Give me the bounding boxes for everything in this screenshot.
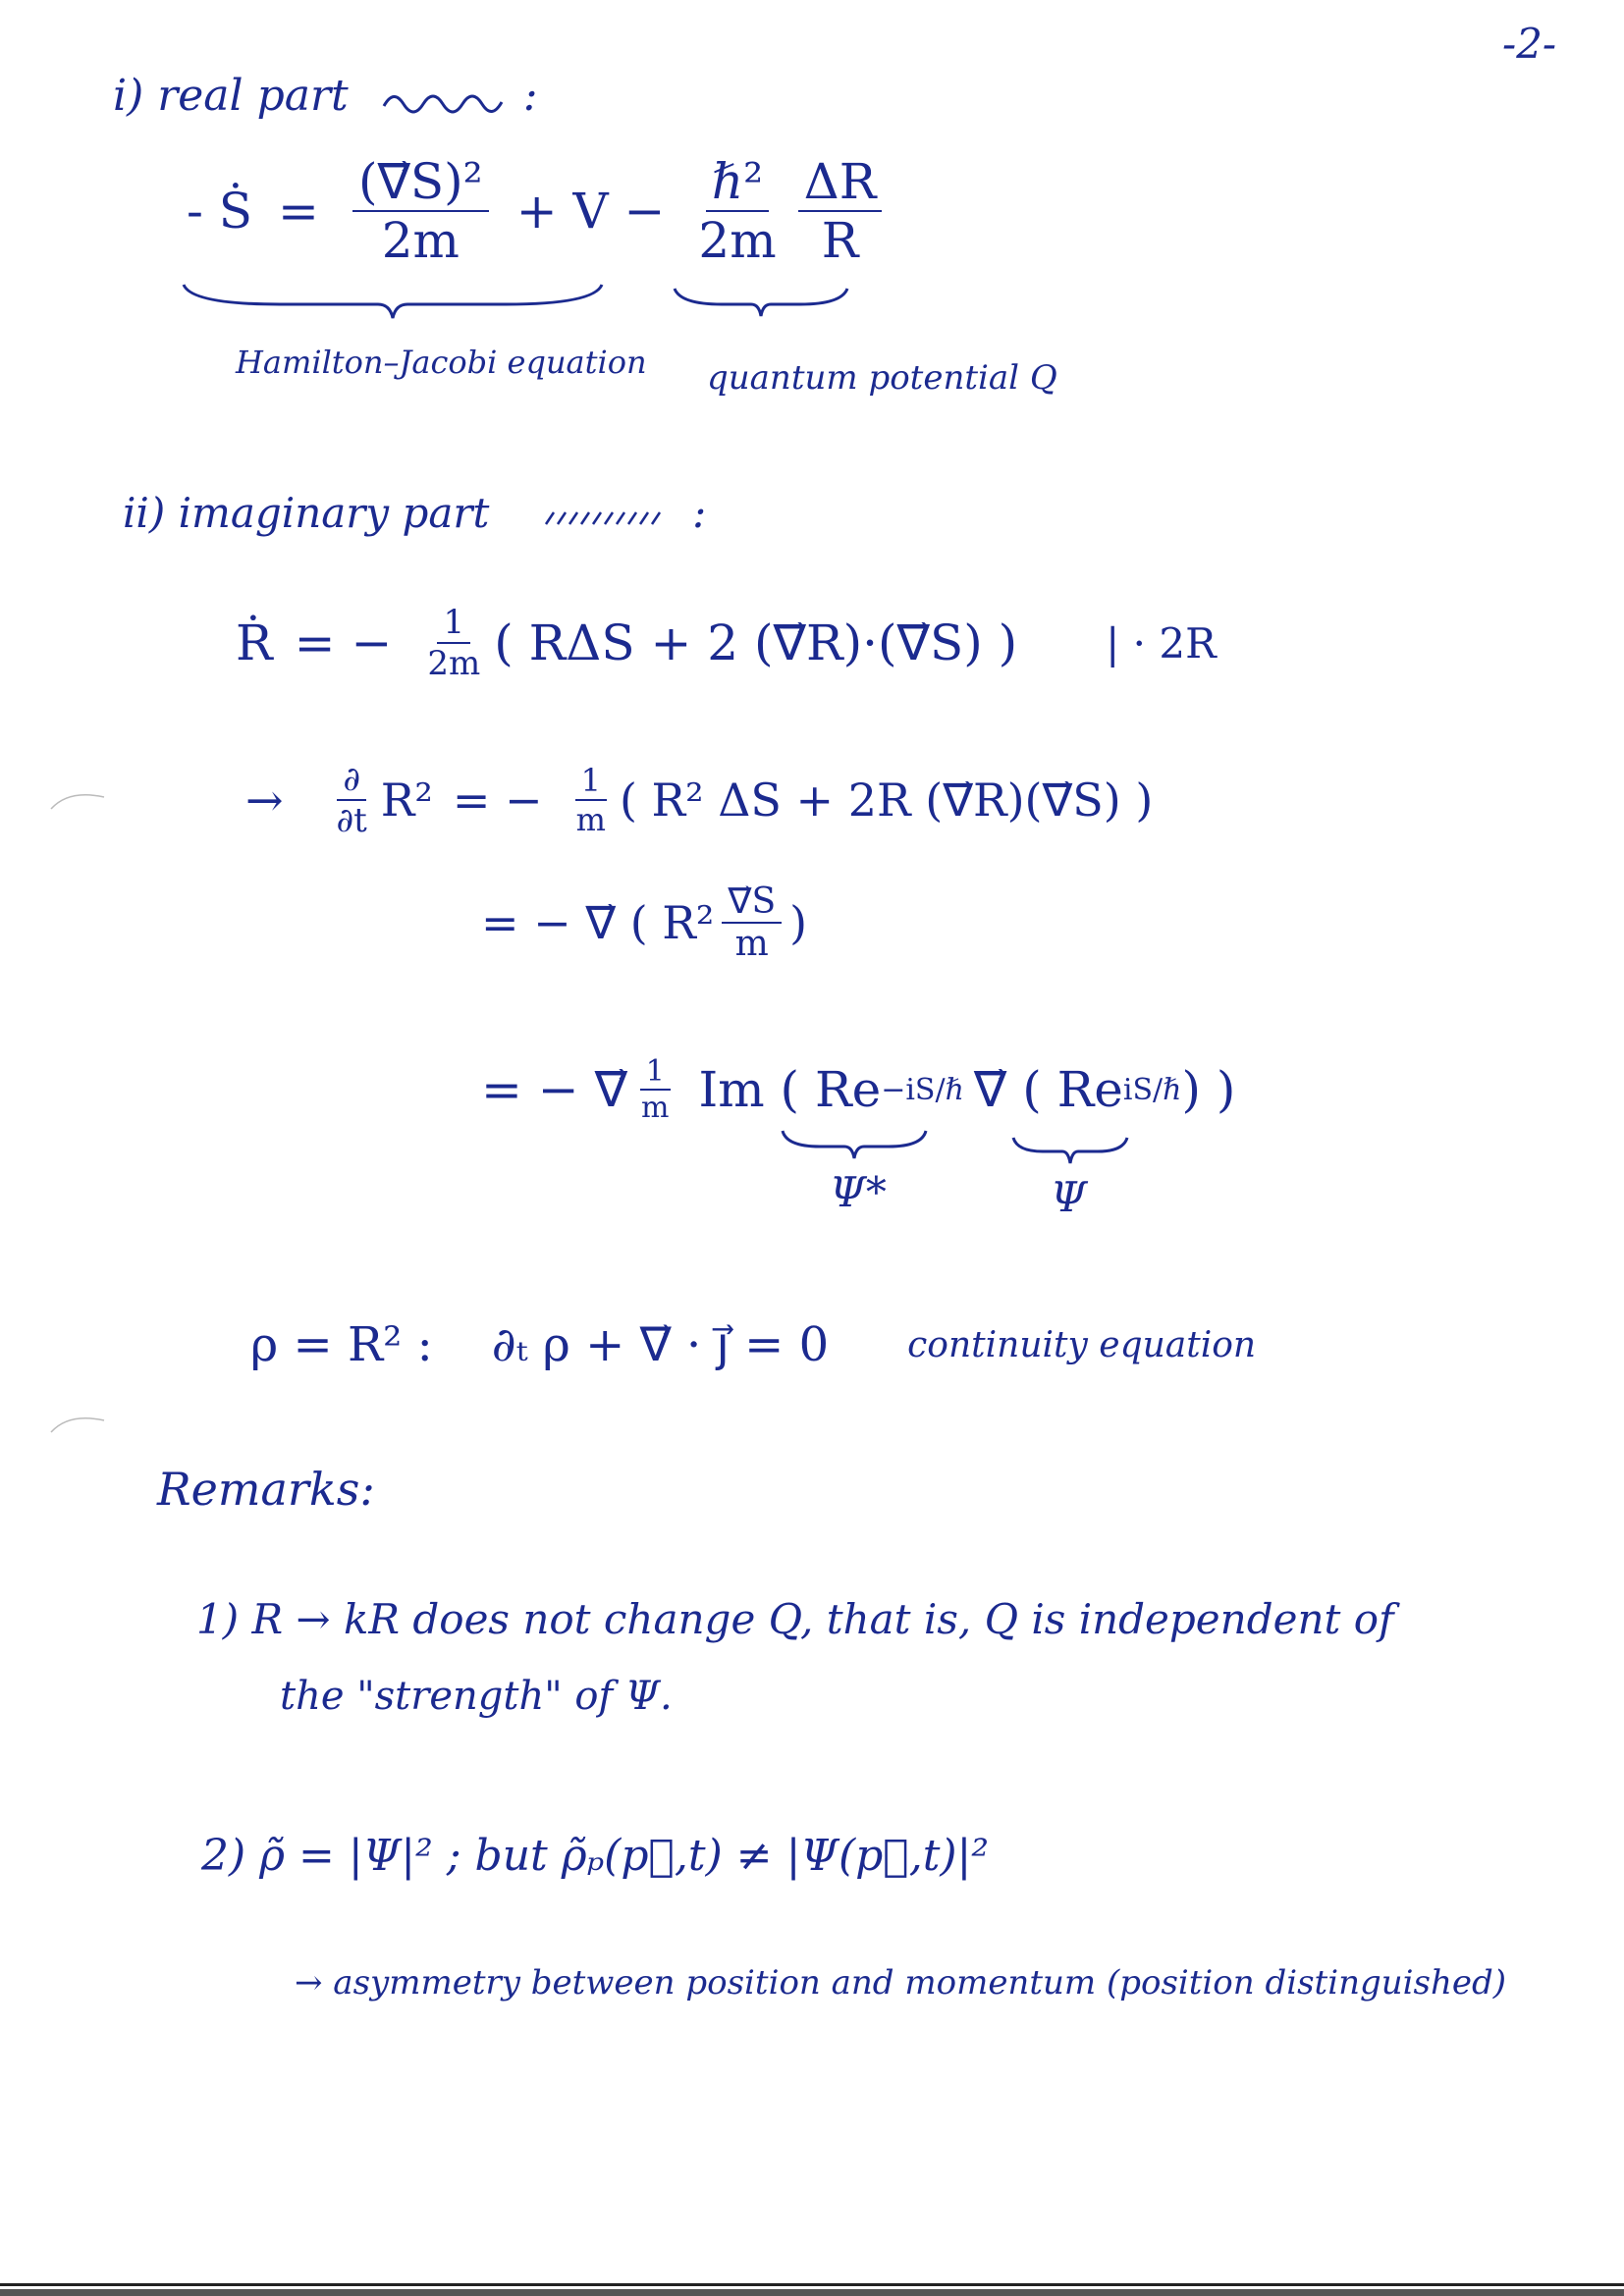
- frac-num: ∂: [337, 760, 366, 801]
- eq-equals: =: [278, 183, 319, 240]
- line3-frac: [722, 881, 782, 964]
- section-ii-colon: :: [692, 489, 707, 537]
- frac-den: m: [641, 1091, 670, 1125]
- r-dot: Ṙ: [236, 614, 273, 671]
- page-number: -2-: [1502, 20, 1557, 68]
- rho-definition: ρ = R² :: [250, 1317, 433, 1372]
- line1-equals: = −: [294, 614, 393, 671]
- underbrace-psi: [1011, 1134, 1129, 1169]
- line2-equals: = −: [452, 774, 543, 827]
- partial-t-frac: [331, 760, 373, 840]
- imaginary-line-4: [481, 1045, 1235, 1134]
- psi-label: Ψ: [1051, 1173, 1087, 1221]
- scan-edge-line: [0, 2283, 1624, 2286]
- frac-num: ∇⃗S: [722, 881, 782, 924]
- margin-mark: [49, 785, 108, 815]
- underbrace-hamilton-jacobi: [182, 275, 604, 324]
- arrow-icon: →: [245, 774, 284, 827]
- remark-1-line-1: 1) R → kR does not change Q, that is, Q is independent of: [196, 1595, 1394, 1643]
- section-i-colon: :: [522, 71, 538, 121]
- continuity-equation: ∂ₜ ρ + ∇⃗ · j⃗ = 0: [491, 1317, 830, 1372]
- line4-im: Im ( Re: [698, 1061, 882, 1118]
- frac-num: 1: [575, 762, 607, 801]
- frac-den: ∂t: [336, 801, 367, 840]
- frac-num: ℏ²: [706, 153, 769, 212]
- continuity-line: [250, 1306, 1256, 1384]
- section-ii-heading: [123, 489, 706, 537]
- line2-rhs: ( R² ΔS + 2R (∇⃗R)(∇⃗S) ): [619, 774, 1154, 827]
- frac-den: m: [575, 801, 606, 838]
- imaginary-line-2: [245, 756, 1153, 844]
- section-i-heading-text: i) real part: [113, 71, 349, 121]
- frac-den: m: [734, 924, 769, 964]
- line4-mid: ∇⃗ ( Re: [973, 1061, 1123, 1118]
- line4-exp1: −iS/ℏ: [881, 1072, 964, 1107]
- underbrace-quantum-potential: [673, 283, 849, 322]
- hatched-underline-icon: [542, 505, 679, 528]
- remark-2-line-1: 2) ρ̃ = |Ψ|² ; but ρ̃ₚ(p⃗,t) ≠ |Ψ(p⃗,t)|²: [201, 1831, 990, 1881]
- remark-2-line-2: → asymmetry between position and momentum (position distinguished): [295, 1963, 1507, 2002]
- frac-num: 1: [640, 1054, 671, 1091]
- continuity-label: continuity equation: [907, 1324, 1257, 1365]
- hamilton-jacobi-label: Hamilton–Jacobi equation: [236, 344, 647, 381]
- line4-close: ) ): [1181, 1061, 1236, 1118]
- imaginary-line-3: [481, 879, 807, 967]
- frac-den: 2m: [427, 644, 481, 683]
- section-i-heading: [113, 71, 538, 121]
- eq-frac-laplace: [798, 153, 883, 269]
- remarks-heading: Remarks:: [157, 1463, 375, 1516]
- line1-frac: [421, 603, 486, 683]
- line4-exp2: iS/ℏ: [1122, 1072, 1182, 1107]
- margin-mark: [49, 1409, 108, 1438]
- line4-frac: [635, 1054, 675, 1125]
- frac-den: 2m: [698, 212, 777, 269]
- line3-close: ): [789, 896, 808, 949]
- eq-frac-kinetic: [352, 153, 489, 269]
- line2-frac: [570, 762, 612, 838]
- frac-num: ΔR: [798, 153, 883, 212]
- line1-note: | · 2R: [1106, 618, 1217, 667]
- underbrace-psi-star: [781, 1127, 928, 1166]
- psi-star-label: Ψ*: [830, 1168, 887, 1216]
- frac-num: 1: [437, 603, 470, 644]
- hamilton-jacobi-equation: [187, 153, 890, 269]
- eq-lhs: - Ṡ: [187, 183, 253, 240]
- frac-den: R: [821, 212, 859, 269]
- eq-plus-v: + V −: [515, 183, 666, 240]
- remark-1-line-2: the "strength" of Ψ.: [280, 1674, 673, 1719]
- frac-num: (∇⃗S)²: [352, 153, 489, 212]
- frac-den: 2m: [381, 212, 460, 269]
- quantum-potential-label: quantum potential Q: [707, 358, 1057, 398]
- imaginary-line-1: [236, 599, 1217, 687]
- section-ii-heading-text: ii) imaginary part: [123, 489, 490, 537]
- line1-rhs: ( RΔS + 2 (∇⃗R)·(∇⃗S) ): [494, 614, 1018, 671]
- eq-frac-hbar: [692, 153, 782, 269]
- line3-eq: = − ∇⃗ ( R²: [481, 896, 715, 949]
- line4-eq: = − ∇⃗: [481, 1061, 628, 1118]
- scan-edge-shadow: [0, 2289, 1624, 2296]
- wavy-underline-icon: [382, 84, 510, 114]
- line2-lhs: R²: [380, 774, 433, 827]
